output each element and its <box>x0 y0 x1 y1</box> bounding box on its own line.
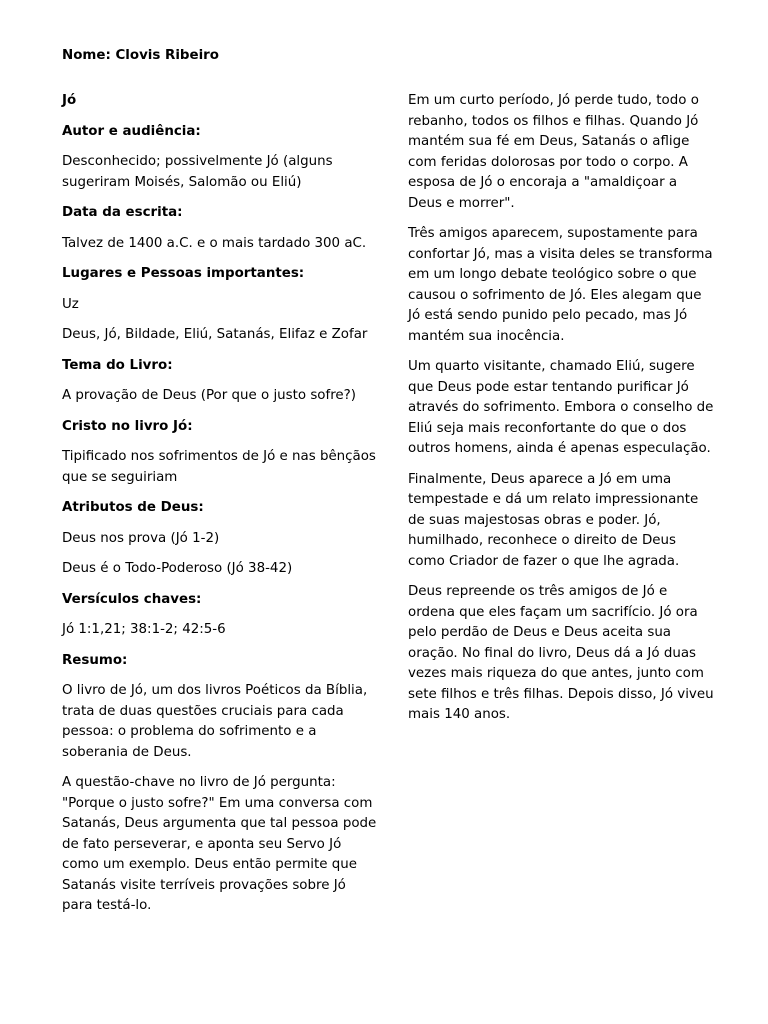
verses-text: Jó 1:1,21; 38:1-2; 42:5-6 <box>62 622 226 637</box>
summary-paragraph: Em um curto período, Jó perde tudo, todo o rebanho, todos os filhos e filhas. Quando Jó mantém sua fé em Deus, Satanás o aflige com feridas dolorosas por todo o corpo. A esposa de Jó o encoraja a "amaldiçoar a Deus e morrer". <box>408 93 699 211</box>
attribute-item: Deus é o Todo-Poderoso (Jó 38-42) <box>62 561 293 576</box>
theme-heading: Tema do Livro: <box>62 357 173 373</box>
author-name-line: Nome: Clovis Ribeiro <box>62 48 219 63</box>
christ-heading: Cristo no livro Jó: <box>62 418 193 434</box>
author-text: Desconhecido; possivelmente Jó (alguns sugeriram Moisés, Salomão ou Eliú) <box>62 154 333 190</box>
summary-paragraph: A questão-chave no livro de Jó pergunta: "Porque o justo sofre?" Em uma conversa com Satanás, Deus argumenta que tal pessoa pode de fato perseverar, e aponta seu Servo Jó como um exemplo. Deus então permite que Satanás visite terríveis provações sobre Jó para testá-lo. <box>62 775 377 913</box>
date-text: Talvez de 1400 a.C. e o mais tardado 300 aC. <box>62 235 367 251</box>
summary-paragraph: Um quarto visitante, chamado Eliú, sugere que Deus pode estar tentando purificar Jó através do sofrimento. Embora o conselho de Eliú seja mais reconfortante do que o dos outros homens, ainda é apenas especulação. <box>408 359 714 456</box>
author-heading: Autor e audiência: <box>62 123 201 139</box>
places-text: Uz <box>62 296 79 312</box>
theme-text: A provação de Deus (Por que o justo sofre?) <box>62 388 356 403</box>
book-title: Jó <box>62 93 77 108</box>
attributes-heading: Atributos de Deus: <box>62 500 204 515</box>
summary-heading: Resumo: <box>62 652 128 668</box>
christ-text: Tipificado nos sofrimentos de Jó e nas bênçãos que se seguiriam <box>62 449 376 485</box>
places-heading: Lugares e Pessoas importantes: <box>62 266 305 281</box>
summary-paragraph: Finalmente, Deus aparece a Jó em uma tempestade e dá um relato impressionante de suas majestosas obras e poder. Jó, humilhado, reconhece o direito de Deus como Criador de fazer o que lhe agrada. <box>408 471 699 569</box>
summary-paragraph: Deus repreende os três amigos de Jó e ordena que eles façam um sacrifício. Jó ora pelo perdão de Deus e Deus aceita sua oração. No final do livro, Deus dá a Jó duas vezes mais riqueza do que antes, junto com sete filhos e três filhas. Depois disso, Jó viveu mais 140 anos. <box>408 584 714 722</box>
summary-paragraph: Três amigos aparecem, supostamente para confortar Jó, mas a visita deles se transforma em um longo debate teológico sobre o que causou o sofrimento de Jó. Eles alegam que Jó está sendo punido pelo pecado, mas Jó mantém sua inocência. <box>408 226 713 344</box>
attribute-item: Deus nos prova (Jó 1-2) <box>62 530 220 546</box>
summary-paragraph: O livro de Jó, um dos livros Poéticos da Bíblia, trata de duas questões cruciais para cada pessoa: o problema do sofrimento e a soberania de Deus. <box>62 683 368 760</box>
date-heading: Data da escrita: <box>62 205 183 220</box>
right-column <box>408 91 714 736</box>
verses-heading: Versículos chaves: <box>62 591 202 607</box>
left-column <box>62 91 380 927</box>
people-text: Deus, Jó, Bildade, Eliú, Satanás, Elifaz e Zofar <box>62 327 368 342</box>
